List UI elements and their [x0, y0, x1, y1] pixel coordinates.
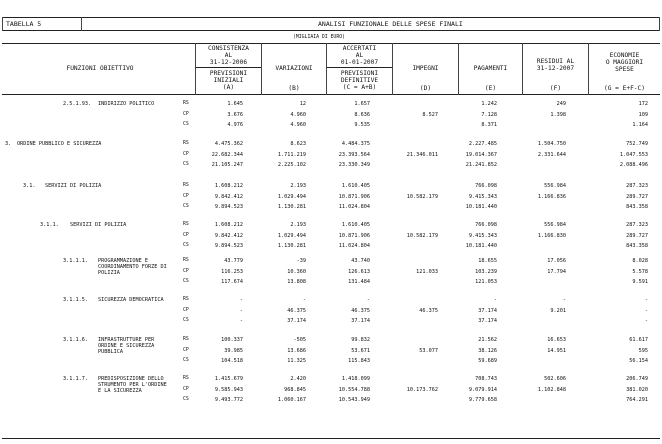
row-type-cs: CS: [183, 279, 189, 284]
cell-value: 115.843: [348, 358, 370, 364]
cell-value: 752.749: [626, 141, 648, 147]
cell-value: 16.653: [547, 337, 566, 343]
cell-value: 37.174: [351, 318, 370, 324]
cell-value: 46.375: [351, 307, 370, 314]
row-code: 3.1.1.1.: [63, 258, 88, 264]
row-label: INFRASTRUTTURE PER ORDINE E SICUREZZA PUBBLICA: [98, 337, 155, 355]
cell-value: 7.128: [481, 111, 497, 118]
row-label: INDIRIZZO POLITICO: [98, 101, 155, 107]
cell-value: 2.088.496: [619, 162, 648, 168]
header-top-rule: [2, 43, 660, 44]
cell-value: 381.020: [626, 386, 648, 393]
row-label: SERVIZI DI POLIZIA: [70, 222, 127, 228]
cell-value: 9.842.412: [214, 193, 243, 200]
table-title: ANALISI FUNZIONALE DELLE SPESE FINALI: [318, 20, 463, 28]
cell-value: 23.393.564: [338, 151, 370, 158]
cell-value: 17.056: [547, 258, 566, 264]
cell-value: 1.711.219: [277, 151, 306, 158]
cell-value: 21.105.247: [211, 162, 243, 168]
cell-value: 766.098: [475, 183, 497, 189]
cell-value: 131.484: [348, 279, 370, 285]
cell-value: 104.518: [221, 358, 243, 364]
row-type-cs: CS: [183, 162, 189, 167]
cell-value: 121.033: [416, 268, 438, 275]
header-pagamenti-e: (E): [484, 85, 497, 92]
cell-value: 2.193: [290, 183, 306, 189]
header-residui: RESIDUI AL 31-12-2007: [536, 58, 575, 72]
row-type-cp: CP: [183, 193, 189, 199]
cell-value: 38.126: [478, 347, 497, 354]
header-funzioni: FUNZIONI OBIETTIVO: [66, 65, 134, 72]
row-code: 2.5.1.93.: [63, 101, 92, 107]
cell-value: 1.242: [481, 101, 497, 107]
cell-value: 37.174: [287, 318, 306, 324]
cell-value: 21.562: [478, 337, 497, 343]
cell-value: 1.645: [227, 101, 243, 107]
cell-value: 9.493.772: [214, 397, 243, 403]
cell-value: 10.554.788: [338, 386, 370, 393]
cell-value: 53.077: [419, 347, 438, 354]
cell-value: 56.154: [629, 358, 648, 364]
cell-value: 46.375: [419, 307, 438, 314]
cell-value: 19.014.367: [465, 151, 497, 158]
row-code: 3.1.1.: [40, 222, 59, 228]
cell-value: -: [493, 297, 497, 303]
cell-value: 249: [556, 101, 566, 107]
cell-value: 43.779: [224, 258, 243, 264]
row-type-cs: CS: [183, 318, 189, 323]
cell-value: 121.053: [475, 279, 497, 285]
table-label: TABELLA 5: [6, 20, 42, 28]
cell-value: 9.779.658: [468, 397, 497, 403]
cell-value: 39.985: [224, 347, 243, 354]
row-code: 3.: [5, 141, 12, 147]
cell-value: 968.845: [284, 386, 306, 393]
cell-value: 1.608.212: [214, 183, 243, 189]
row-type-cs: CS: [183, 204, 189, 209]
cell-value: -: [302, 297, 306, 303]
row-type-cs: CS: [183, 122, 189, 127]
cell-value: 1.130.281: [277, 243, 306, 249]
cell-value: 1.418.099: [341, 376, 370, 382]
cell-value: 59.689: [478, 358, 497, 364]
cell-value: 10.181.440: [465, 204, 497, 210]
row-type-cp: CP: [183, 347, 189, 353]
cell-value: 10.543.949: [338, 397, 370, 403]
cell-value: 1.608.212: [214, 222, 243, 228]
cell-value: 99.832: [351, 337, 370, 343]
cell-value: 2.193: [290, 222, 306, 228]
cell-value: 53.671: [351, 347, 370, 354]
cell-value: 13.808: [287, 279, 306, 285]
title-bar-right: [659, 17, 660, 31]
cell-value: -: [239, 297, 243, 303]
header-pagamenti: PAGAMENTI: [473, 65, 508, 72]
cell-value: 8.636: [354, 111, 370, 118]
row-type-cp: CP: [183, 232, 189, 238]
cell-value: 843.358: [626, 243, 648, 249]
cell-value: 4.475.362: [214, 141, 243, 147]
cell-value: -: [239, 307, 243, 314]
row-type-cs: CS: [183, 358, 189, 363]
cell-value: 2.331.644: [537, 151, 566, 158]
cell-value: 17.794: [547, 268, 566, 275]
cell-value: 3.676: [227, 111, 243, 118]
cell-value: 11.325: [287, 358, 306, 364]
cell-value: 37.174: [478, 318, 497, 324]
cell-value: 126.613: [348, 268, 370, 275]
row-label: SICUREZZA DEMOCRATICA: [98, 297, 164, 303]
header-mid-rule-1: [195, 67, 261, 68]
cell-value: 1.657: [354, 101, 370, 107]
cell-value: 1.102.848: [537, 386, 566, 393]
cell-value: 11.024.804: [338, 243, 370, 249]
cell-value: 172: [638, 101, 648, 107]
row-type-rs: RS: [183, 376, 189, 381]
cell-value: 1.166.830: [537, 232, 566, 239]
row-type-rs: RS: [183, 258, 189, 263]
cell-value: 9.415.343: [468, 193, 497, 200]
row-label: ORDINE PUBBLICO E SICUREZZA: [17, 141, 102, 147]
header-mid-rule-2: [326, 67, 392, 68]
row-type-cp: CP: [183, 111, 189, 117]
cell-value: 18.655: [478, 258, 497, 264]
cell-value: 1.610.405: [341, 222, 370, 228]
header-variazioni: VARIAZIONI: [275, 65, 313, 72]
cell-value: 1.029.494: [277, 232, 306, 239]
row-type-rs: RS: [183, 297, 189, 302]
cell-value: 22.682.344: [211, 151, 243, 158]
header-previsioni-iniziali: PREVISIONI INIZIALI (A): [209, 70, 248, 91]
row-code: 3.1.: [23, 183, 36, 189]
cell-value: 9.894.523: [214, 243, 243, 249]
cell-value: -: [644, 297, 648, 303]
cell-value: -: [562, 297, 566, 303]
cell-value: 1.415.679: [214, 376, 243, 382]
cell-value: 10.173.762: [406, 386, 438, 393]
row-type-cp: CP: [183, 151, 189, 157]
cell-value: 23.330.349: [338, 162, 370, 168]
cell-value: 2.225.102: [277, 162, 306, 168]
row-type-cp: CP: [183, 386, 189, 392]
cell-value: 21.346.011: [406, 151, 438, 158]
cell-value: 61.617: [629, 337, 648, 343]
row-label: PROGRAMMAZIONE E COORDINAMENTO FORZE DI POLIZIA: [98, 258, 167, 276]
row-type-rs: RS: [183, 222, 189, 227]
cell-value: 46.375: [287, 307, 306, 314]
cell-value: 21.241.852: [465, 162, 497, 168]
cell-value: 103.239: [475, 268, 497, 275]
cell-value: 9.894.523: [214, 204, 243, 210]
cell-value: 556.984: [544, 222, 566, 228]
header-impegni-d: (D): [419, 85, 432, 92]
row-code: 3.1.1.5.: [63, 297, 88, 303]
cell-value: 8.028: [632, 258, 648, 264]
cell-value: 708.743: [475, 376, 497, 382]
cell-value: -39: [296, 258, 306, 264]
cell-value: 37.174: [478, 307, 497, 314]
header-variazioni-b: (B): [288, 85, 300, 92]
header-bottom-rule: [2, 94, 660, 95]
row-label: SERVIZI DI POLIZIA: [45, 183, 102, 189]
cell-value: 4.960: [290, 111, 306, 118]
cell-value: 9.535: [354, 122, 370, 128]
row-type-cp: CP: [183, 268, 189, 274]
row-type-cp: CP: [183, 307, 189, 313]
header-economie-g: (G = E+F-C): [604, 85, 645, 92]
cell-value: 117.674: [221, 279, 243, 285]
cell-value: 9.591: [632, 279, 648, 285]
cell-value: 43.740: [351, 258, 370, 264]
cell-value: 289.727: [626, 193, 648, 200]
cell-value: 10.181.440: [465, 243, 497, 249]
cell-value: 206.749: [626, 376, 648, 382]
cell-value: -: [239, 318, 243, 324]
cell-value: 9.415.343: [468, 232, 497, 239]
cell-value: -: [644, 318, 648, 324]
cell-value: 13.686: [287, 347, 306, 354]
header-residui-f: (F): [549, 85, 562, 92]
cell-value: 1.398: [550, 111, 566, 118]
cell-value: 595: [638, 347, 648, 354]
cell-value: 1.029.494: [277, 193, 306, 200]
row-type-rs: RS: [183, 101, 189, 106]
title-bar-divider: [81, 17, 82, 31]
cell-value: 109: [638, 111, 648, 118]
cell-value: 10.871.906: [338, 232, 370, 239]
row-type-rs: RS: [183, 141, 189, 146]
cell-value: 14.951: [547, 347, 566, 354]
cell-value: 8.371: [481, 122, 497, 128]
cell-value: 9.842.412: [214, 232, 243, 239]
cell-value: 1.504.750: [537, 141, 566, 147]
header-consistenza: CONSISTENZA AL 31-12-2006: [208, 45, 249, 66]
header-previsioni-definitive: PREVISIONI DEFINITIVE (C = A+B): [340, 70, 379, 91]
cell-value: 4.976: [227, 122, 243, 128]
table-bottom-rule: [2, 438, 660, 439]
row-code: 3.1.1.7.: [63, 376, 88, 382]
cell-value: 4.960: [290, 122, 306, 128]
header-accertati: ACCERTATI AL 01-01-2007: [340, 45, 379, 66]
title-bar-left: [2, 17, 3, 31]
cell-value: 843.358: [626, 204, 648, 210]
cell-value: 11.024.804: [338, 204, 370, 210]
cell-value: 5.578: [632, 268, 648, 275]
cell-value: 289.727: [626, 232, 648, 239]
cell-value: 2.227.485: [468, 141, 497, 147]
cell-value: 12: [299, 101, 306, 107]
cell-value: 10.360: [287, 268, 306, 275]
cell-value: 287.323: [626, 183, 648, 189]
row-type-cs: CS: [183, 397, 189, 402]
cell-value: 556.984: [544, 183, 566, 189]
unit-note: (MIGLIAIA DI EURO): [293, 35, 345, 40]
cell-value: -: [366, 297, 370, 303]
row-label: PREDISPOSIZIONE DELLO STRUMENTO PER L'ORDINE E LA SICUREZZA: [98, 376, 167, 394]
cell-value: -505: [293, 337, 306, 343]
header-economie: ECONOMIE O MAGGIORI SPESE: [605, 52, 644, 73]
cell-value: 8.527: [422, 111, 438, 118]
header-impegni: IMPEGNI: [412, 65, 439, 72]
cell-value: 10.582.179: [406, 232, 438, 239]
cell-value: 10.871.906: [338, 193, 370, 200]
cell-value: 2.420: [290, 376, 306, 382]
cell-value: 116.253: [221, 268, 243, 275]
cell-value: 1.166.836: [537, 193, 566, 200]
cell-value: -: [644, 307, 648, 314]
row-type-rs: RS: [183, 183, 189, 188]
cell-value: 766.098: [475, 222, 497, 228]
cell-value: 502.606: [544, 376, 566, 382]
title-bar-top: [2, 17, 660, 18]
cell-value: 1.610.405: [341, 183, 370, 189]
cell-value: 1.130.281: [277, 204, 306, 210]
title-bar-bottom: [2, 30, 660, 31]
cell-value: 1.060.167: [277, 397, 306, 403]
cell-value: 764.291: [626, 397, 648, 403]
cell-value: 9.201: [550, 307, 566, 314]
row-code: 3.1.1.6.: [63, 337, 88, 343]
cell-value: 9.585.943: [214, 386, 243, 393]
cell-value: 287.323: [626, 222, 648, 228]
row-type-cs: CS: [183, 243, 189, 248]
row-type-rs: RS: [183, 337, 189, 342]
cell-value: 9.079.914: [468, 386, 497, 393]
cell-value: 100.337: [221, 337, 243, 343]
cell-value: 10.582.179: [406, 193, 438, 200]
cell-value: 1.047.553: [619, 151, 648, 158]
cell-value: 1.164: [632, 122, 648, 128]
cell-value: 4.484.375: [341, 141, 370, 147]
cell-value: 8.623: [290, 141, 306, 147]
